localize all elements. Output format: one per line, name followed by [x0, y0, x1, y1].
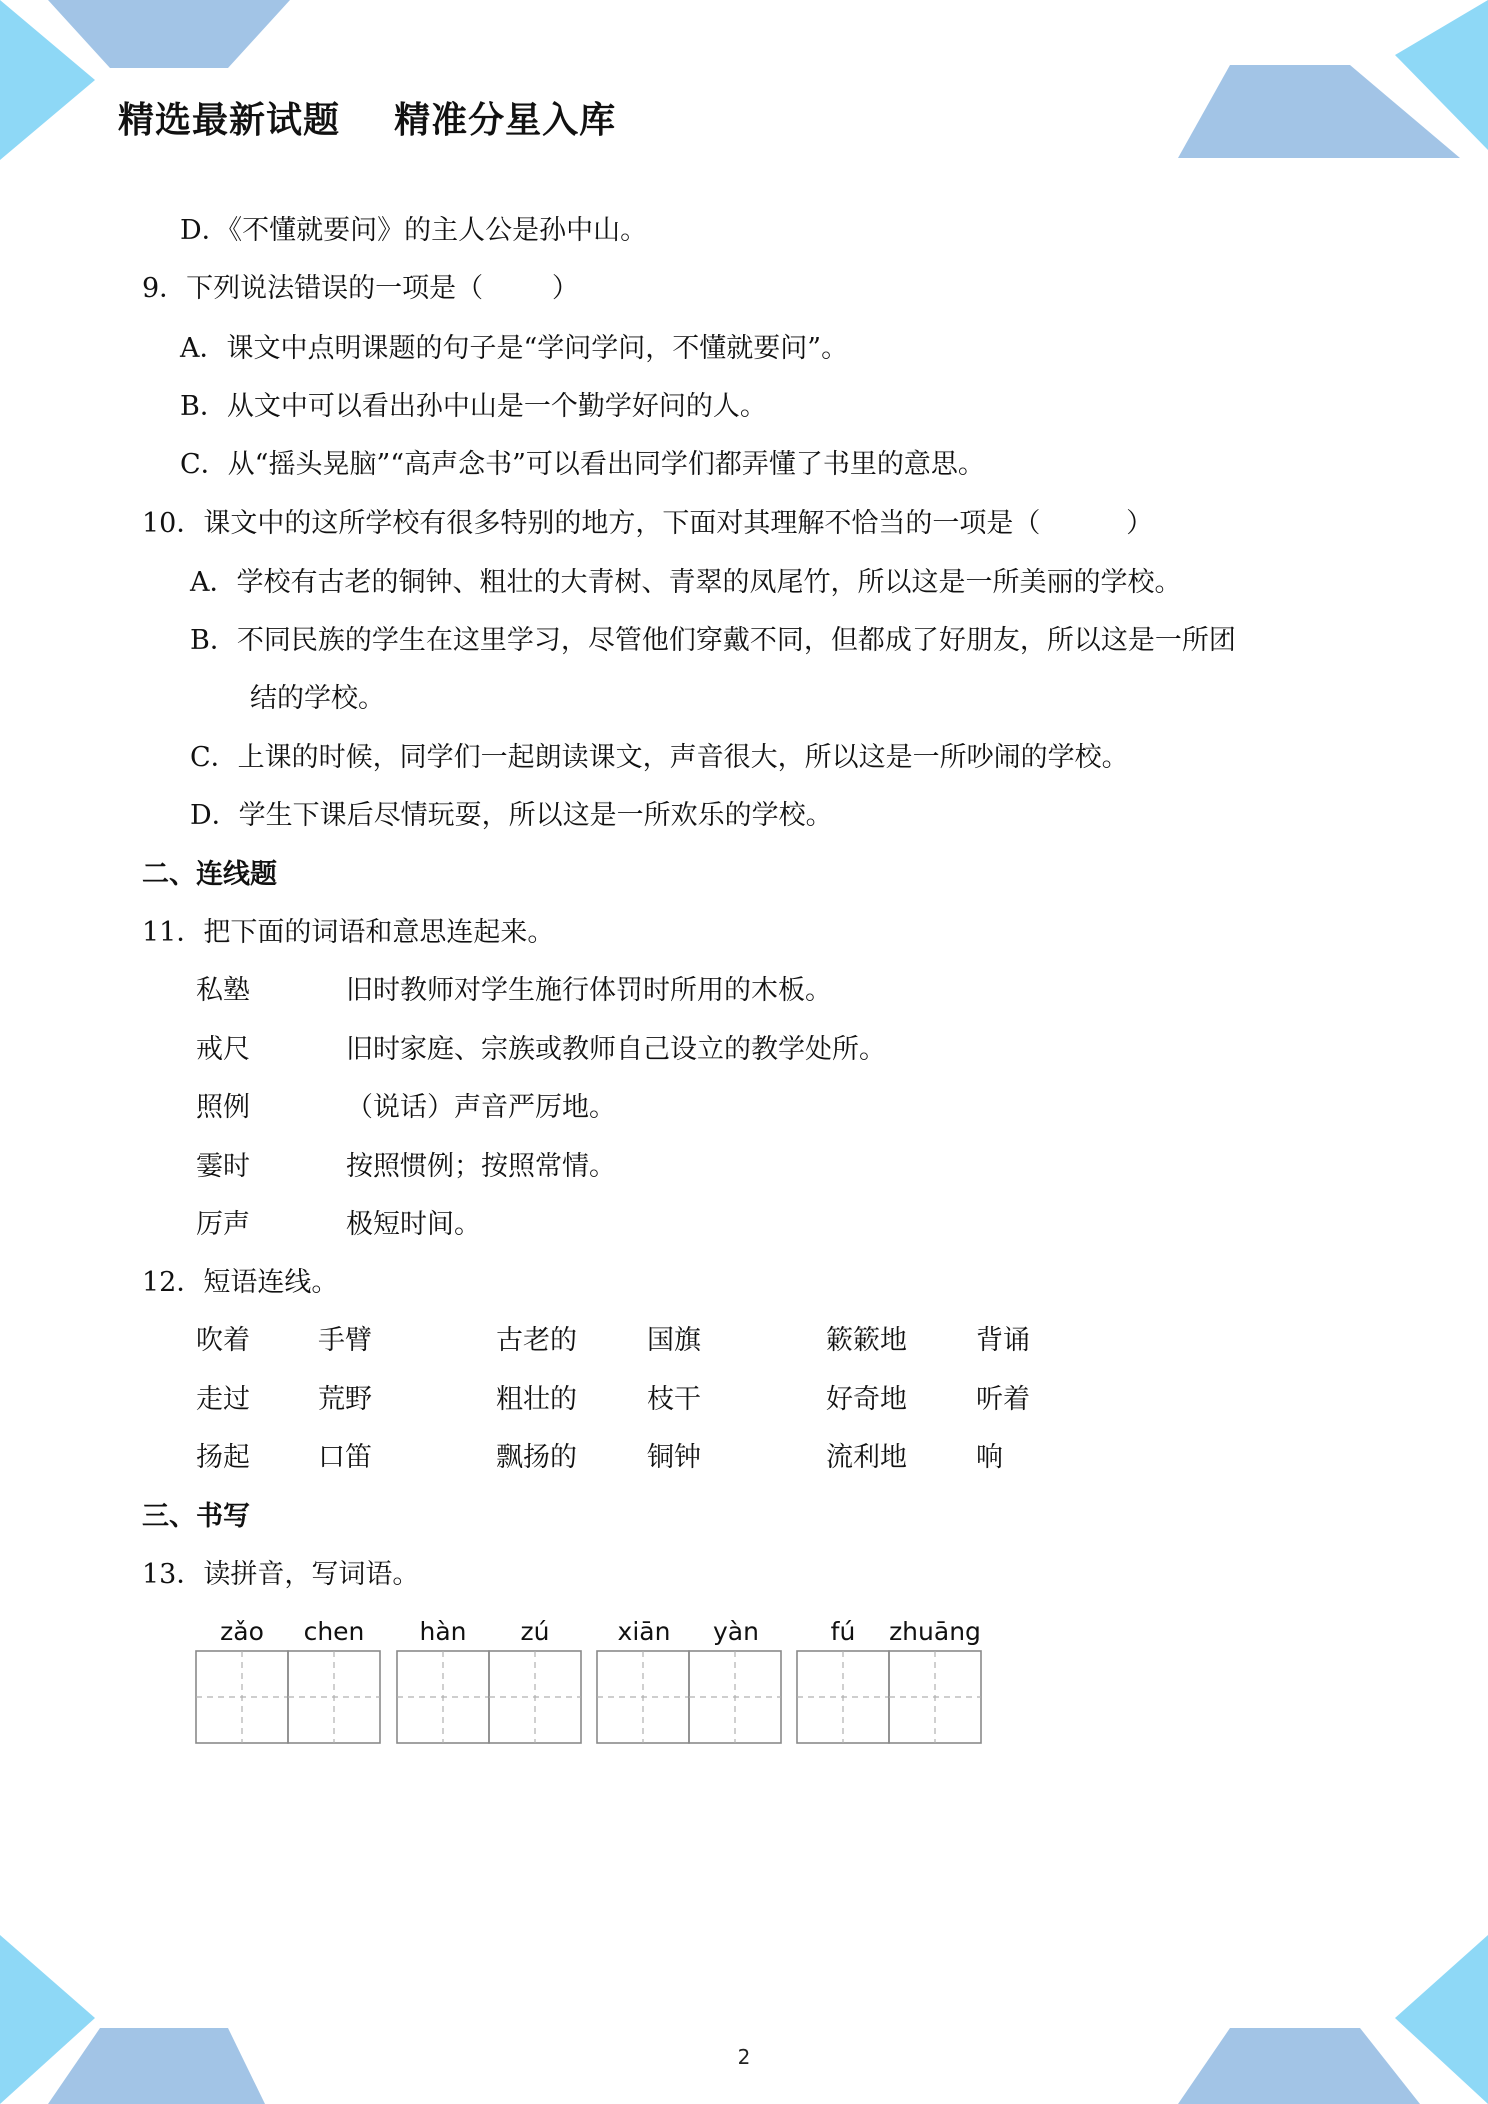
question-10-option-b-line2: 结的学校。	[250, 683, 385, 714]
pinyin-label: zhuāng	[889, 1617, 981, 1646]
pinyin-label: hàn	[419, 1617, 467, 1646]
q12-item: 铜钟	[647, 1442, 701, 1473]
pinyin-label: yàn	[713, 1617, 759, 1646]
question-12-stem: 12．短语连线。	[142, 1267, 339, 1298]
q11-meaning: 按照惯例；按照常情。	[346, 1151, 616, 1182]
q11-meaning: 旧时教师对学生施行体罚时所用的木板。	[346, 975, 832, 1006]
tianzige-group	[196, 1651, 981, 1743]
q12-item: 走过	[196, 1384, 250, 1415]
section-heading-matching: 二、连线题	[142, 859, 277, 890]
q12-item: 国旗	[647, 1325, 701, 1356]
q12-item: 口笛	[318, 1442, 372, 1473]
q11-word: 照例	[196, 1092, 250, 1123]
q12-item: 古老的	[496, 1325, 577, 1356]
writing-box	[689, 1651, 781, 1743]
q12-item: 背诵	[976, 1325, 1030, 1356]
writing-box	[288, 1651, 380, 1743]
q11-word: 戒尺	[196, 1034, 250, 1065]
pinyin-label: xiān	[617, 1617, 671, 1646]
question-11-stem: 11．把下面的词语和意思连起来。	[142, 917, 555, 948]
pinyin-label: zú	[520, 1617, 550, 1646]
q11-meaning: 极短时间。	[346, 1209, 481, 1240]
pinyin-label: fú	[830, 1617, 856, 1646]
q12-item: 吹着	[196, 1325, 250, 1356]
q11-word: 厉声	[196, 1209, 250, 1240]
question-9-option-a: A．课文中点明课题的句子是“学问学问，不懂就要问”。	[180, 333, 849, 364]
q12-item: 荒野	[318, 1384, 372, 1415]
page-number: 2	[737, 2045, 751, 2069]
question-10-option-a: A．学校有古老的铜钟、粗壮的大青树、青翠的凤尾竹，所以这是一所美丽的学校。	[190, 567, 1182, 598]
pinyin-label: chen	[303, 1617, 365, 1646]
q12-item: 粗壮的	[496, 1384, 577, 1415]
q12-item: 好奇地	[826, 1384, 907, 1415]
writing-box	[597, 1651, 689, 1743]
question-13-stem: 13．读拼音，写词语。	[142, 1559, 420, 1590]
q11-word: 私塾	[196, 975, 250, 1006]
question-10-stem: 10．课文中的这所学校有很多特别的地方，下面对其理解不恰当的一项是（ ）	[142, 508, 1154, 539]
section-heading-writing: 三、书写	[142, 1501, 250, 1532]
question-9-stem: 9．下列说法错误的一项是（ ）	[142, 273, 579, 304]
q12-item: 枝干	[647, 1384, 701, 1415]
q12-item: 听着	[976, 1384, 1030, 1415]
q11-meaning: 旧时家庭、宗族或教师自己设立的教学处所。	[346, 1034, 886, 1065]
question-8-option-d: D．《不懂就要问》的主人公是孙中山。	[180, 215, 648, 246]
q12-item: 簌簌地	[826, 1325, 907, 1356]
question-9-option-c: C．从“摇头晃脑”“高声念书”可以看出同学们都弄懂了书里的意思。	[180, 449, 985, 480]
pinyin-label: zǎo	[220, 1617, 264, 1646]
writing-box	[797, 1651, 889, 1743]
writing-box	[397, 1651, 489, 1743]
writing-box	[196, 1651, 288, 1743]
writing-box	[889, 1651, 981, 1743]
question-10-option-d: D．学生下课后尽情玩耍，所以这是一所欢乐的学校。	[190, 800, 833, 831]
question-10-option-b-line1: B．不同民族的学生在这里学习，尽管他们穿戴不同，但都成了好朋友，所以这是一所团	[190, 625, 1236, 656]
q12-item: 扬起	[196, 1442, 250, 1473]
q12-item: 流利地	[826, 1442, 907, 1473]
q11-meaning: （说话）声音严厉地。	[346, 1092, 616, 1123]
question-9-option-b: B．从文中可以看出孙中山是一个勤学好问的人。	[180, 391, 767, 422]
q12-item: 飘扬的	[496, 1442, 577, 1473]
question-10-option-c: C．上课的时候，同学们一起朗读课文，声音很大，所以这是一所吵闹的学校。	[190, 742, 1129, 773]
writing-box	[489, 1651, 581, 1743]
q12-item: 响	[976, 1442, 1003, 1473]
header-title: 精选最新试题 精准分星入库	[118, 100, 617, 141]
q11-word: 霎时	[196, 1151, 250, 1182]
q12-item: 手臂	[318, 1325, 372, 1356]
